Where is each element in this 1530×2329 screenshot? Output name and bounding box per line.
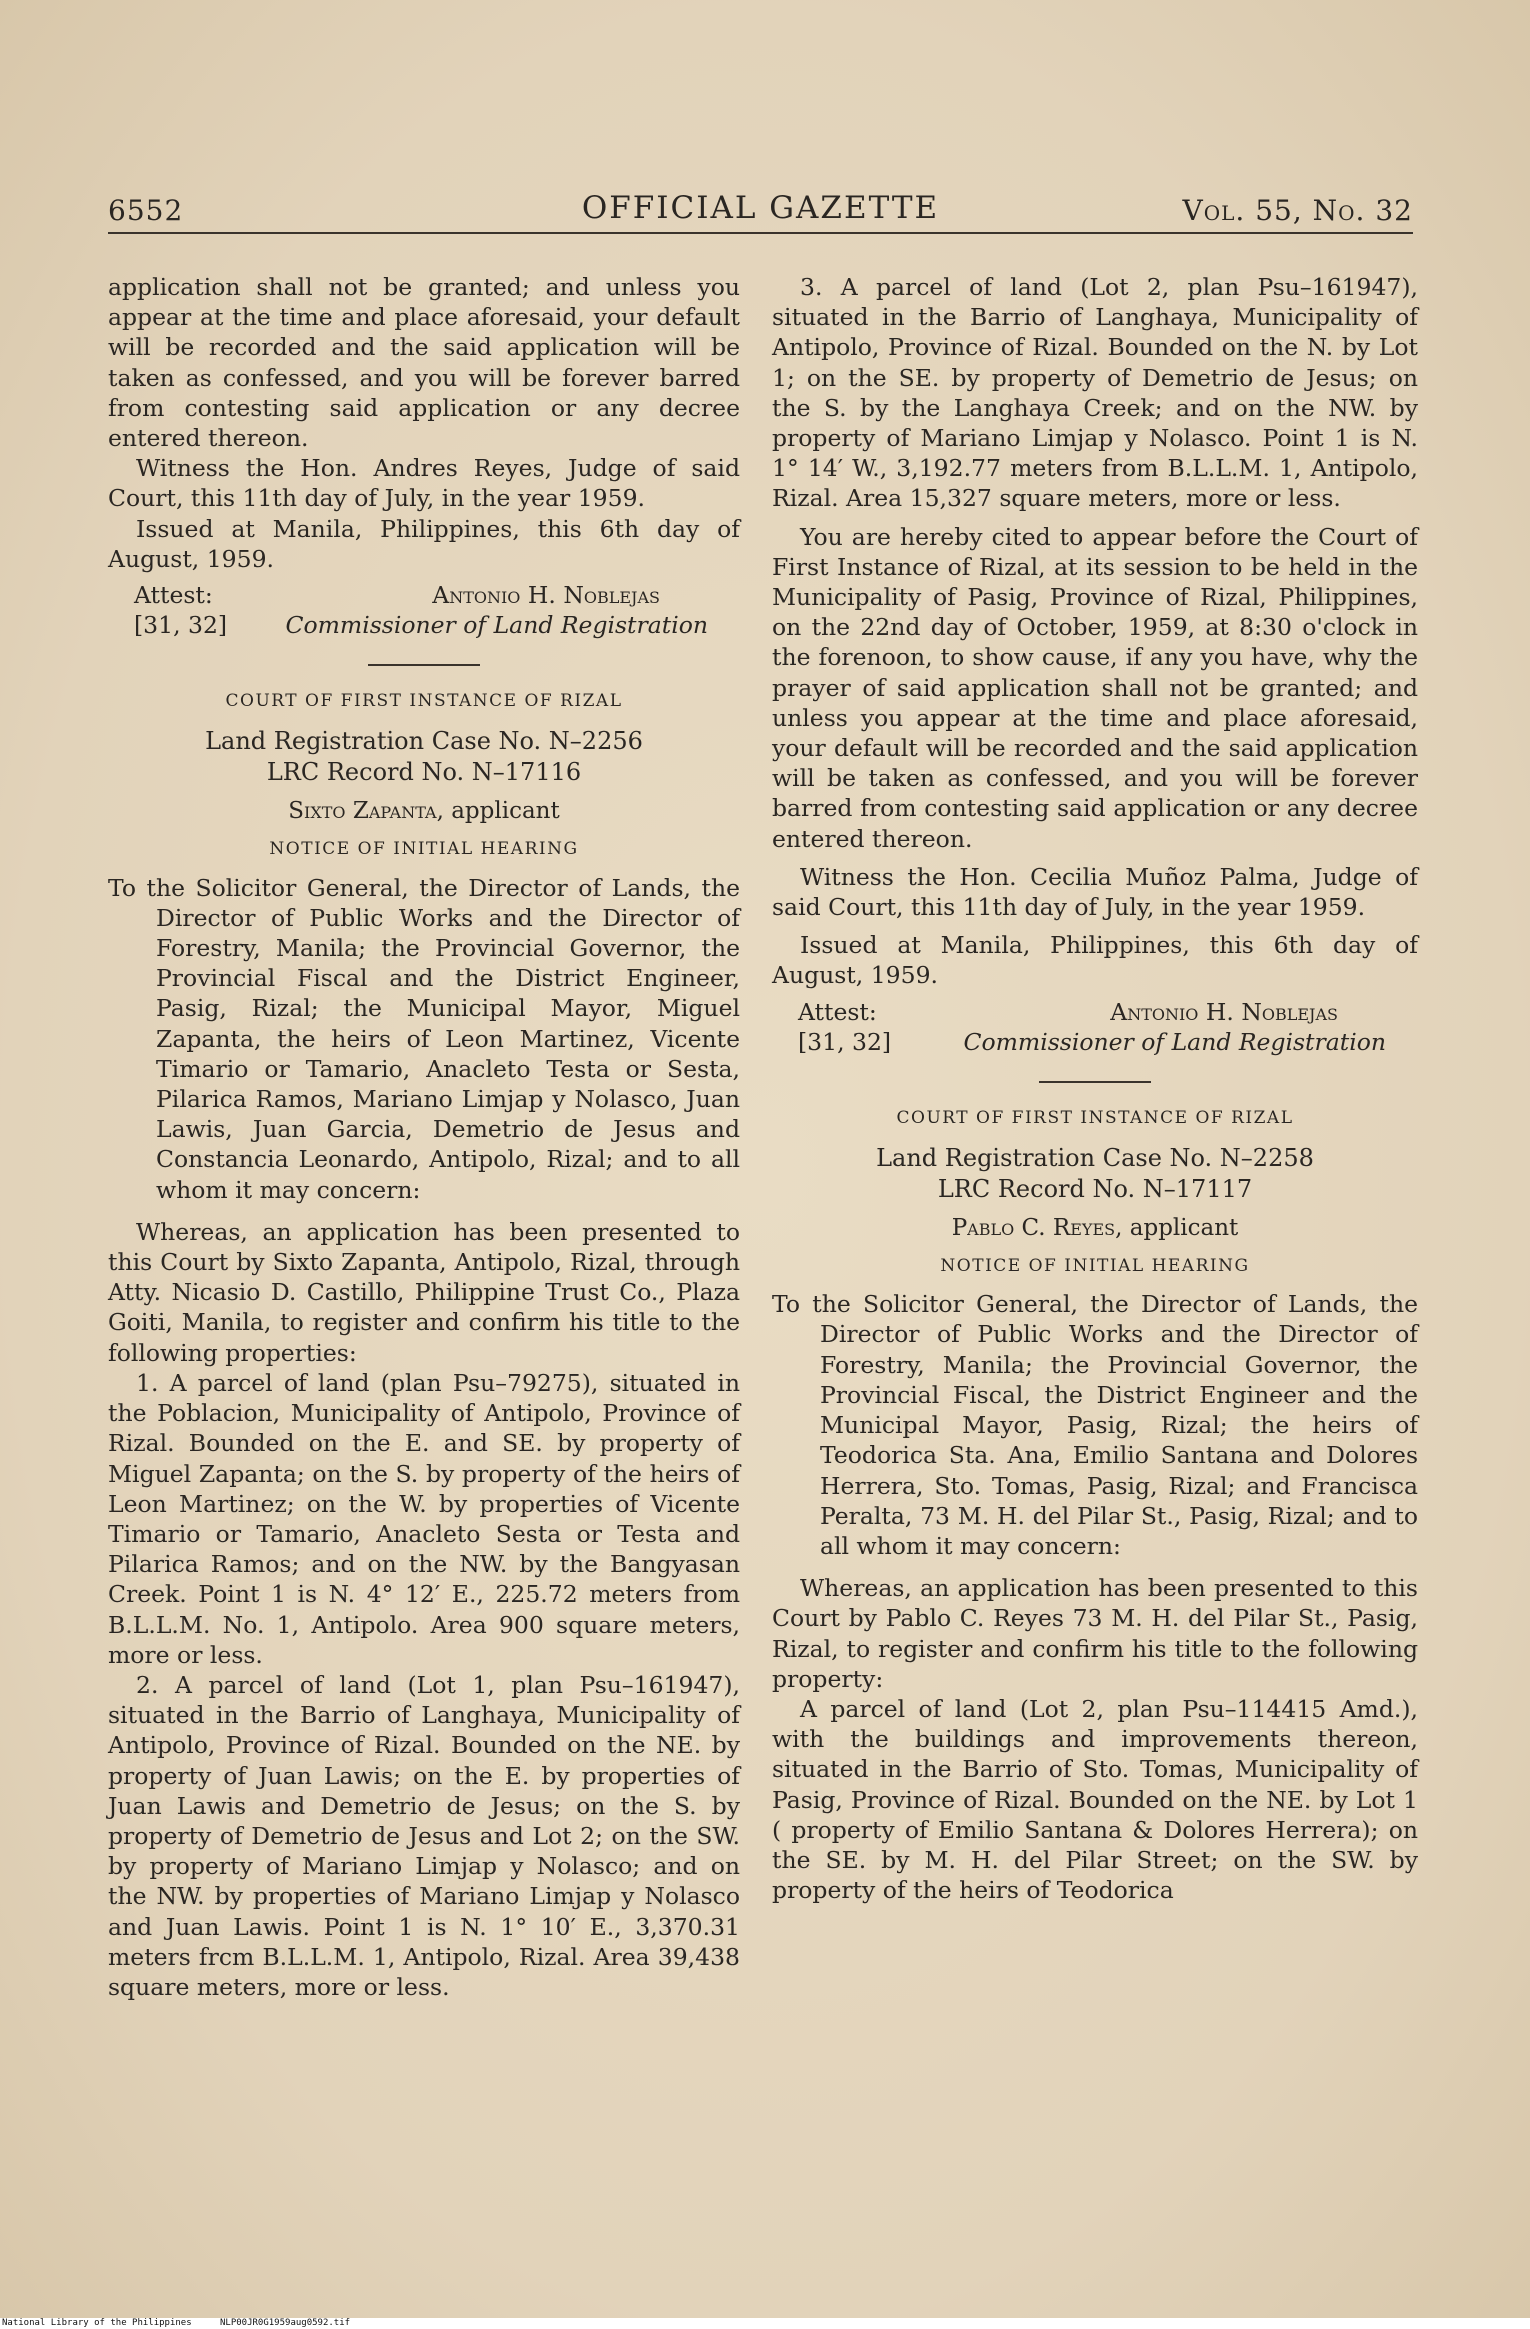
attest-label: Attest: xyxy=(134,581,213,610)
publication-title: OFFICIAL GAZETTE xyxy=(581,190,940,226)
issue-reference: [31, 32] xyxy=(134,611,228,640)
applicant-name: Sixto Zapanta xyxy=(288,798,437,825)
section-divider xyxy=(1039,1081,1151,1083)
parcel-item: 3. A parcel of land (Lot 2, plan Psu–161947), situated in the Barrio of Langhaya, Municipality of Antipolo, Province of Rizal. Bounded on the N. by Lot 1; on the SE. by property of Demetrio de Jesus; on the S. by the Langhaya Creek; and on the NW. by property of Mariano Limjap y Nolasco. Point 1 is N. 1° 14′ W., 3,192.77 meters from B.L.L.M. 1, Antipolo, Rizal. Area 15,327 square meters, more or less. xyxy=(772,273,1418,513)
paragraph: Witness the Hon. Andres Reyes, Judge of said Court, this 11th day of July, in the year 1959. xyxy=(108,454,740,513)
commissioner-title: Commissioner of Land Registration xyxy=(963,1027,1386,1056)
court-heading: COURT OF FIRST INSTANCE OF RIZAL xyxy=(896,1107,1294,1128)
case-number: Land Registration Case No. N–2258 xyxy=(876,1143,1314,1172)
page-header xyxy=(108,190,1413,230)
library-credit: National Library of the Philippines xyxy=(2,2318,192,2328)
applicant-line xyxy=(772,1213,1418,1243)
page-number: 6552 xyxy=(108,194,184,227)
case-number: Land Registration Case No. N–2256 xyxy=(205,727,643,756)
addressees: To the Solicitor General, the Director of Lands, the Director of Public Works and the Director of Forestry, Manila; the Provincial Governor, the Provincial Fiscal and the District Engineer, Pasig, Rizal; the Municipal Mayor, Miguel Zapanta, the heirs of Leon Martinez, Vicente Timario or Tamario, Anacleto Testa or Sesta, Pilarica Ramos, Mariano Limjap y Nolasco, Juan Lawis, Juan Garcia, Demetrio de Jesus and Constancia Leonardo, Antipolo, Rizal; and to all whom it may concern: xyxy=(108,873,740,1204)
applicant-line xyxy=(108,796,740,826)
parcel-item: 1. A parcel of land (plan Psu–79275), situated in the Poblacion, Municipality of Antipolo, Province of Rizal. Bounded on the E. and SE. by property of Miguel Zapanta; on the S. by property of the heirs of Leon Martinez; on the W. by properties of Vicente Timario or Tamario, Anacleto Sesta or Testa and Pilarica Ramos; and on the NW. by the Bangyasan Creek. Point 1 is N. 4° 12′ E., 225.72 meters from B.L.L.M. No. 1, Antipolo. Area 900 square meters, more or less. xyxy=(108,1368,740,1669)
volume-number: Vol. 55, No. 32 xyxy=(1182,194,1413,227)
scan-footer xyxy=(0,2318,1530,2329)
left-column xyxy=(108,272,740,2002)
paragraph: Whereas, an application has been presented to this Court by Sixto Zapanta, Antipolo, Rizal, through Atty. Nicasio D. Castillo, Philippine Trust Co., Plaza Goiti, Manila, to register and confirm his title to the following properties: xyxy=(108,1217,740,1367)
applicant-suffix: , applicant xyxy=(436,798,560,825)
section-divider xyxy=(368,664,480,666)
attestation-block xyxy=(772,997,1418,1059)
lrc-record: LRC Record No. N–17117 xyxy=(937,1174,1253,1203)
issue-reference: [31, 32] xyxy=(798,1027,892,1056)
attest-label: Attest: xyxy=(798,997,877,1026)
header-rule xyxy=(108,232,1413,234)
attestation-block xyxy=(108,580,740,642)
applicant-name: Pablo C. Reyes xyxy=(951,1214,1116,1241)
commissioner-title: Commissioner of Land Registration xyxy=(285,611,708,640)
paragraph: Witness the Hon. Cecilia Muñoz Palma, Judge of said Court, this 11th day of July, in the year 1959. xyxy=(772,862,1418,922)
notice-heading: NOTICE OF INITIAL HEARING xyxy=(940,1256,1250,1277)
addressees: To the Solicitor General, the Director of Lands, the Director of Public Works and the Director of Forestry, Manila; the Provincial Governor, the Provincial Fiscal, the District Engineer and the Municipal Mayor, Pasig, Rizal; the heirs of Teodorica Sta. Ana, Emilio Santana and Dolores Herrera, Sto. Tomas, Pasig, Rizal; and Francisca Peralta, 73 M. H. del Pilar St., Pasig, Rizal; and to all whom it may concern: xyxy=(772,1290,1418,1560)
scan-filename: NLP00JR0G1959aug0592.tif xyxy=(220,2318,351,2328)
commissioner-name: Antonio H. Noblejas xyxy=(1110,997,1338,1026)
applicant-suffix: , applicant xyxy=(1115,1214,1239,1241)
paragraph: Issued at Manila, Philippines, this 6th day of August, 1959. xyxy=(772,931,1418,990)
commissioner-name: Antonio H. Noblejas xyxy=(432,581,660,610)
paragraph: You are hereby cited to appear before the Court of First Instance of Rizal, at its session to be held in the Municipality of Pasig, Province of Rizal, Philippines, on the 22nd day of October, 1959, at 8:30 o'clock in the forenoon, to show cause, if any you have, why the prayer of said application shall not be granted; and unless you appear at the time and place aforesaid, your default will be recorded and the said application will be taken as confessed, and you will be forever barred from contesting said application or any decree entered thereon. xyxy=(772,522,1418,853)
parcel-item: A parcel of land (Lot 2, plan Psu–114415 Amd.), with the buildings and improvements thereon, situated in the Barrio of Sto. Tomas, Municipality of Pasig, Province of Rizal. Bounded on the NE. by Lot 1 ( property of Emilio Santana & Dolores Herrera); on the SE. by M. H. del Pilar Street; on the SW. by property of the heirs of Teodorica xyxy=(772,1694,1418,1905)
court-heading: COURT OF FIRST INSTANCE OF RIZAL xyxy=(225,691,623,712)
lrc-record: LRC Record No. N–17116 xyxy=(266,758,582,787)
paragraph: Whereas, an application has been presented to this Court by Pablo C. Reyes 73 M. H. del Pilar St., Pasig, Rizal, to register and confirm his title to the following property: xyxy=(772,1574,1418,1693)
paragraph: application shall not be granted; and unless you appear at the time and place aforesaid, your default will be recorded and the said application will be taken as confessed, and you will be forever barred from contesting said application or any decree entered thereon. xyxy=(108,273,740,453)
paragraph: Issued at Manila, Philippines, this 6th day of August, 1959. xyxy=(108,514,740,573)
right-column xyxy=(772,272,1418,1905)
notice-heading: NOTICE OF INITIAL HEARING xyxy=(269,839,579,860)
parcel-item: 2. A parcel of land (Lot 1, plan Psu–161947), situated in the Barrio of Langhaya, Municipality of Antipolo, Province of Rizal. Bounded on the NE. by property of Juan Lawis; on the E. by properties of Juan Lawis and Demetrio de Jesus; on the S. by property of Demetrio de Jesus and Lot 2; on the SW. by property of Mariano Limjap y Nolasco; and on the NW. by properties of Mariano Limjap y Nolasco and Juan Lawis. Point 1 is N. 1° 10′ E., 3,370.31 meters frcm B.L.L.M. 1, Antipolo, Rizal. Area 39,438 square meters, more or less. xyxy=(108,1670,740,2001)
